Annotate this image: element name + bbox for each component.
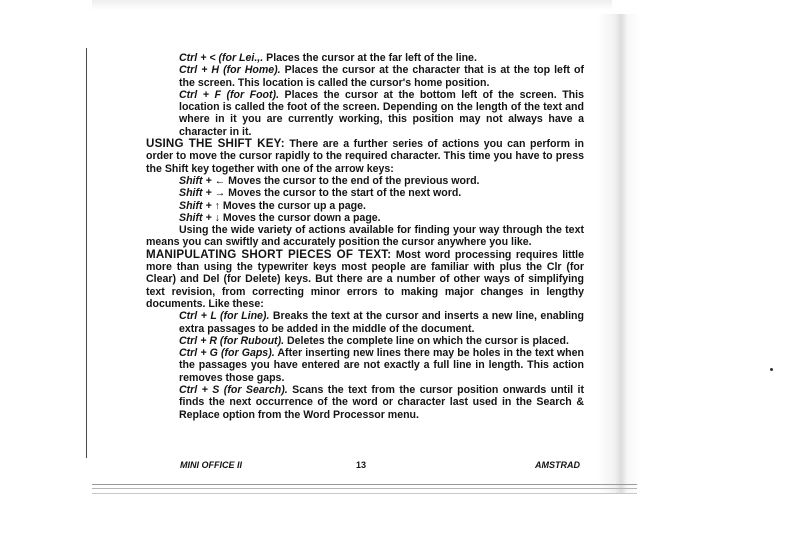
shortcut-key: Shift + xyxy=(179,211,212,224)
shift-item xyxy=(146,200,584,212)
page-footer xyxy=(180,460,580,474)
section-intro: There are a further series of actions you can perform in order to move the cursor rapidly to the required character. This time you have to press the Shift key together with one of the arrow keys: xyxy=(146,138,584,175)
shortcut-desc: Breaks the text at the cursor and inserts a new line, enabling extra passages to be added in the middle of the document. xyxy=(179,310,584,335)
shortcut-desc: After inserting new lines there may be holes in the text when the passages you have entered are not exactly a full line in length. This action removes those gaps. xyxy=(179,347,585,384)
shift-item xyxy=(146,175,584,187)
shift-item xyxy=(146,187,584,199)
shift-item xyxy=(146,212,584,224)
ctrl-rubout-entry xyxy=(146,335,584,347)
footer-product-title: MINI OFFICE II xyxy=(180,460,242,470)
dust-speck xyxy=(770,368,773,371)
shortcut-desc: Scans the text from the cursor position onwards until it finds the next occurrence of the word or character last used in the Search & Replace option from the Word Processor menu. xyxy=(179,384,584,421)
shortcut-desc: Moves the cursor up a page. xyxy=(222,199,366,212)
page-binding-line xyxy=(86,48,87,458)
shift-section xyxy=(146,138,584,175)
shortcut-key: Ctrl + H (for Home). xyxy=(179,64,281,77)
shortcut-desc: Places the cursor at the bottom left of the screen. This location is called the foot of the screen. Depending on the length of the text and where in it you are currently working, this position may not always have a character in it. xyxy=(179,88,584,138)
ctrl-line-entry xyxy=(146,310,584,335)
page-bottom-edges xyxy=(92,482,637,500)
page-number: 13 xyxy=(356,460,367,470)
section-heading-manipulating: MANIPULATING SHORT PIECES OF TEXT: xyxy=(146,247,392,261)
shortcut-desc: Moves the cursor to the end of the previous word. xyxy=(228,174,480,187)
section-heading-shift: USING THE SHIFT KEY: xyxy=(146,137,285,151)
shortcut-key: Shift + xyxy=(179,187,212,200)
footer-brand: AMSTRAD xyxy=(535,460,580,470)
shortcut-key: Ctrl + F (for Foot). xyxy=(179,88,280,101)
ctrl-left-entry xyxy=(146,52,584,64)
manipulating-section xyxy=(146,249,584,310)
shortcut-key: Ctrl + R (for Rubout). xyxy=(179,334,285,347)
shortcut-desc: Deletes the complete line on which the cursor is placed. xyxy=(284,334,569,347)
ctrl-foot-entry xyxy=(146,89,584,138)
shortcut-desc: Moves the cursor to the start of the next word. xyxy=(228,187,462,200)
shortcut-key: Ctrl + < (for Lei.,. xyxy=(179,52,264,64)
shortcut-key: Shift + xyxy=(179,199,212,212)
shortcut-desc: Moves the cursor down a page. xyxy=(222,211,381,224)
down-arrow-icon: ↓ xyxy=(211,211,223,224)
shortcut-desc: Places the cursor at the far left of the line. xyxy=(263,52,477,64)
right-arrow-icon: → xyxy=(211,187,229,200)
ctrl-home-entry xyxy=(146,64,584,89)
ctrl-gaps-entry xyxy=(146,347,584,384)
page-body xyxy=(146,52,584,421)
ctrl-search-entry xyxy=(146,384,584,421)
shortcut-desc: Places the cursor at the character that is at the top left of the screen. This location is called the cursor's home position. xyxy=(179,64,584,89)
shortcut-key: Ctrl + G (for Gaps). xyxy=(179,347,275,360)
page-shadow xyxy=(92,0,612,10)
left-arrow-icon: ← xyxy=(211,174,229,187)
section-intro: Most word processing requires little more than using the typewriter keys most people are familiar with plus the Clr (for Clear) and Del (for Delete) keys. But there are a number of other ways of simplifying text revision, from correcting minor errors to making major changes in lengthy documents. Like these: xyxy=(146,248,584,310)
page-edge-shading xyxy=(598,14,640,494)
shortcut-key: Shift + xyxy=(179,174,212,187)
shortcut-key: Ctrl + L (for Line). xyxy=(179,310,270,323)
up-arrow-icon: ↑ xyxy=(211,199,223,212)
shortcut-key: Ctrl + S (for Search). xyxy=(179,384,288,397)
shift-summary: Using the wide variety of actions available for finding your way through the text means you can swiftly and accurately position the cursor anywhere you like. xyxy=(146,224,584,249)
